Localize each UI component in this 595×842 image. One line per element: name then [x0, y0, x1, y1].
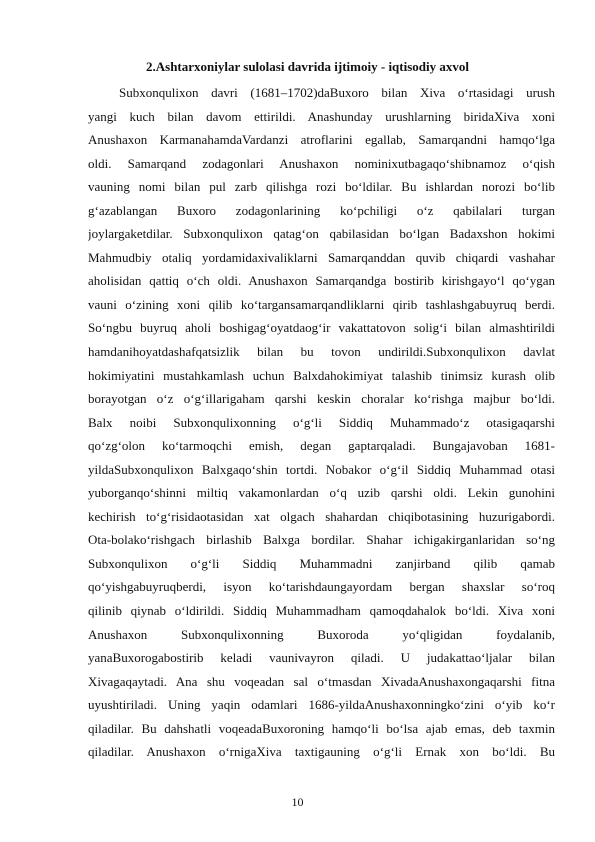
text-line: kechirish to‘g‘risidaotasidan xat olgach shahardan chiqibotasining huzurigabordi. — [88, 508, 555, 524]
text-line: oldi. Samarqand zodagonlari Anushaxon nominixutbagaqo‘shibnamoz o‘qish — [88, 155, 555, 171]
text-line: So‘ngbu buyruq aholi boshigag‘oyatdaog‘ir vakattatovon solig‘i bilan almashtirildi — [88, 320, 555, 336]
text-line: vauning nomi bilan pul zarb qilishga rozi bo‘ldilar. Bu ishlardan norozi bo‘lib — [88, 179, 555, 195]
text-line: Mahmudbiy otaliq yordamidaxivaliklarni Samarqanddan quvib chiqardi vashahar — [88, 249, 555, 265]
text-line: qo‘zg‘olon ko‘tarmoqchi emish, degan gaptarqaladi. Bungajavoban 1681- — [88, 438, 555, 454]
text-line: Anushaxon Subxonqulixonning Buxoroda yo‘qligidan foydalanib, — [88, 626, 555, 642]
text-line: qiladilar. Anushaxon o‘rnigaXiva taxtigauning o‘g‘li Ernak xon bo‘ldi. Bu — [88, 744, 555, 760]
section-heading: 2.Ashtarxoniylar sulolasi davrida ijtimoiy - iqtisodiy axvol — [146, 59, 469, 74]
page-number: 10 — [291, 795, 304, 809]
text-line: borayotgan o‘z o‘g‘illarigaham qarshi keskin choralar ko‘rishga majbur bo‘ldi. — [88, 391, 555, 407]
text-line: yangi kuch bilan davom ettirildi. Anashunday urushlarning biridaXiva xoni — [88, 108, 555, 124]
text-line: aholisidan qattiq o‘ch oldi. Anushaxon Samarqandga bostirib kirishgayo‘l qo‘ygan — [88, 273, 555, 289]
text-line: g‘azablangan Buxoro zodagonlarining ko‘pchiligi o‘z qabilalari turgan — [88, 202, 555, 218]
text-line: yuborganqo‘shinni miltiq vakamonlardan o‘q uzib qarshi oldi. Lekin gunohini — [88, 485, 555, 501]
text-line: Xivagaqaytadi. Ana shu voqeadan sal o‘tmasdan XivadaAnushaxongaqarshi fitna — [88, 673, 555, 689]
text-line: yildaSubxonqulixon Balxgaqo‘shin tortdi. Nobakor o‘g‘il Siddiq Muhammad otasi — [88, 461, 555, 477]
body-text — [88, 81, 555, 764]
text-line: hokimiyatini mustahkamlash uchun Balxdahokimiyat talashib tinimsiz kurash olib — [88, 367, 555, 383]
text-line: vauni o‘zining xoni qilib ko‘targansamarqandliklarni qirib tashlashgabuyruq berdi. — [88, 296, 555, 312]
text-line: uyushtiriladi. Uning yaqin odamlari 1686-yildaAnushaxonningko‘zini o‘yib ko‘r — [88, 697, 555, 713]
text-line: Subxonqulixon o‘g‘li Siddiq Muhammadni zanjirband qilib qamab — [88, 555, 555, 571]
text-line: joylargaketdilar. Subxonqulixon qatag‘on qabilasidan bo‘lgan Badaxshon hokimi — [88, 226, 555, 242]
text-line: Subxonqulixon davri (1681–1702)daBuxoro bilan Xiva o‘rtasidagi urush — [119, 85, 555, 100]
text-line: Anushaxon KarmanahamdaVardanzi atroflarini egallab, Samarqandni hamqo‘lga — [88, 132, 555, 148]
text-line: qo‘yishgabuyruqberdi, isyon ko‘tarishdaungayordam bergan shaxslar so‘roq — [88, 579, 555, 595]
text-line: Balx noibi Subxonqulixonning o‘g‘li Siddiq Muhammado‘z otasigaqarshi — [88, 414, 555, 430]
text-line: qiladilar. Bu dahshatli voqeadaBuxoroning hamqo‘li bo‘lsa ajab emas, deb taxmin — [88, 720, 555, 736]
text-line: qilinib qiynab o‘ldirildi. Siddiq Muhammadham qamoqdahalok bo‘ldi. Xiva xoni — [88, 603, 555, 619]
text-line: Ota-bolako‘rishgach birlashib Balxga bordilar. Shahar ichigakirganlaridan so‘ng — [88, 532, 555, 548]
text-line: hamdanihoyatdashafqatsizlik bilan bu tovon undirildi.Subxonqulixon davlat — [88, 344, 555, 360]
text-line: yanaBuxorogabostirib keladi vaunivayron qiladi. U judakattao‘ljalar bilan — [88, 650, 555, 666]
